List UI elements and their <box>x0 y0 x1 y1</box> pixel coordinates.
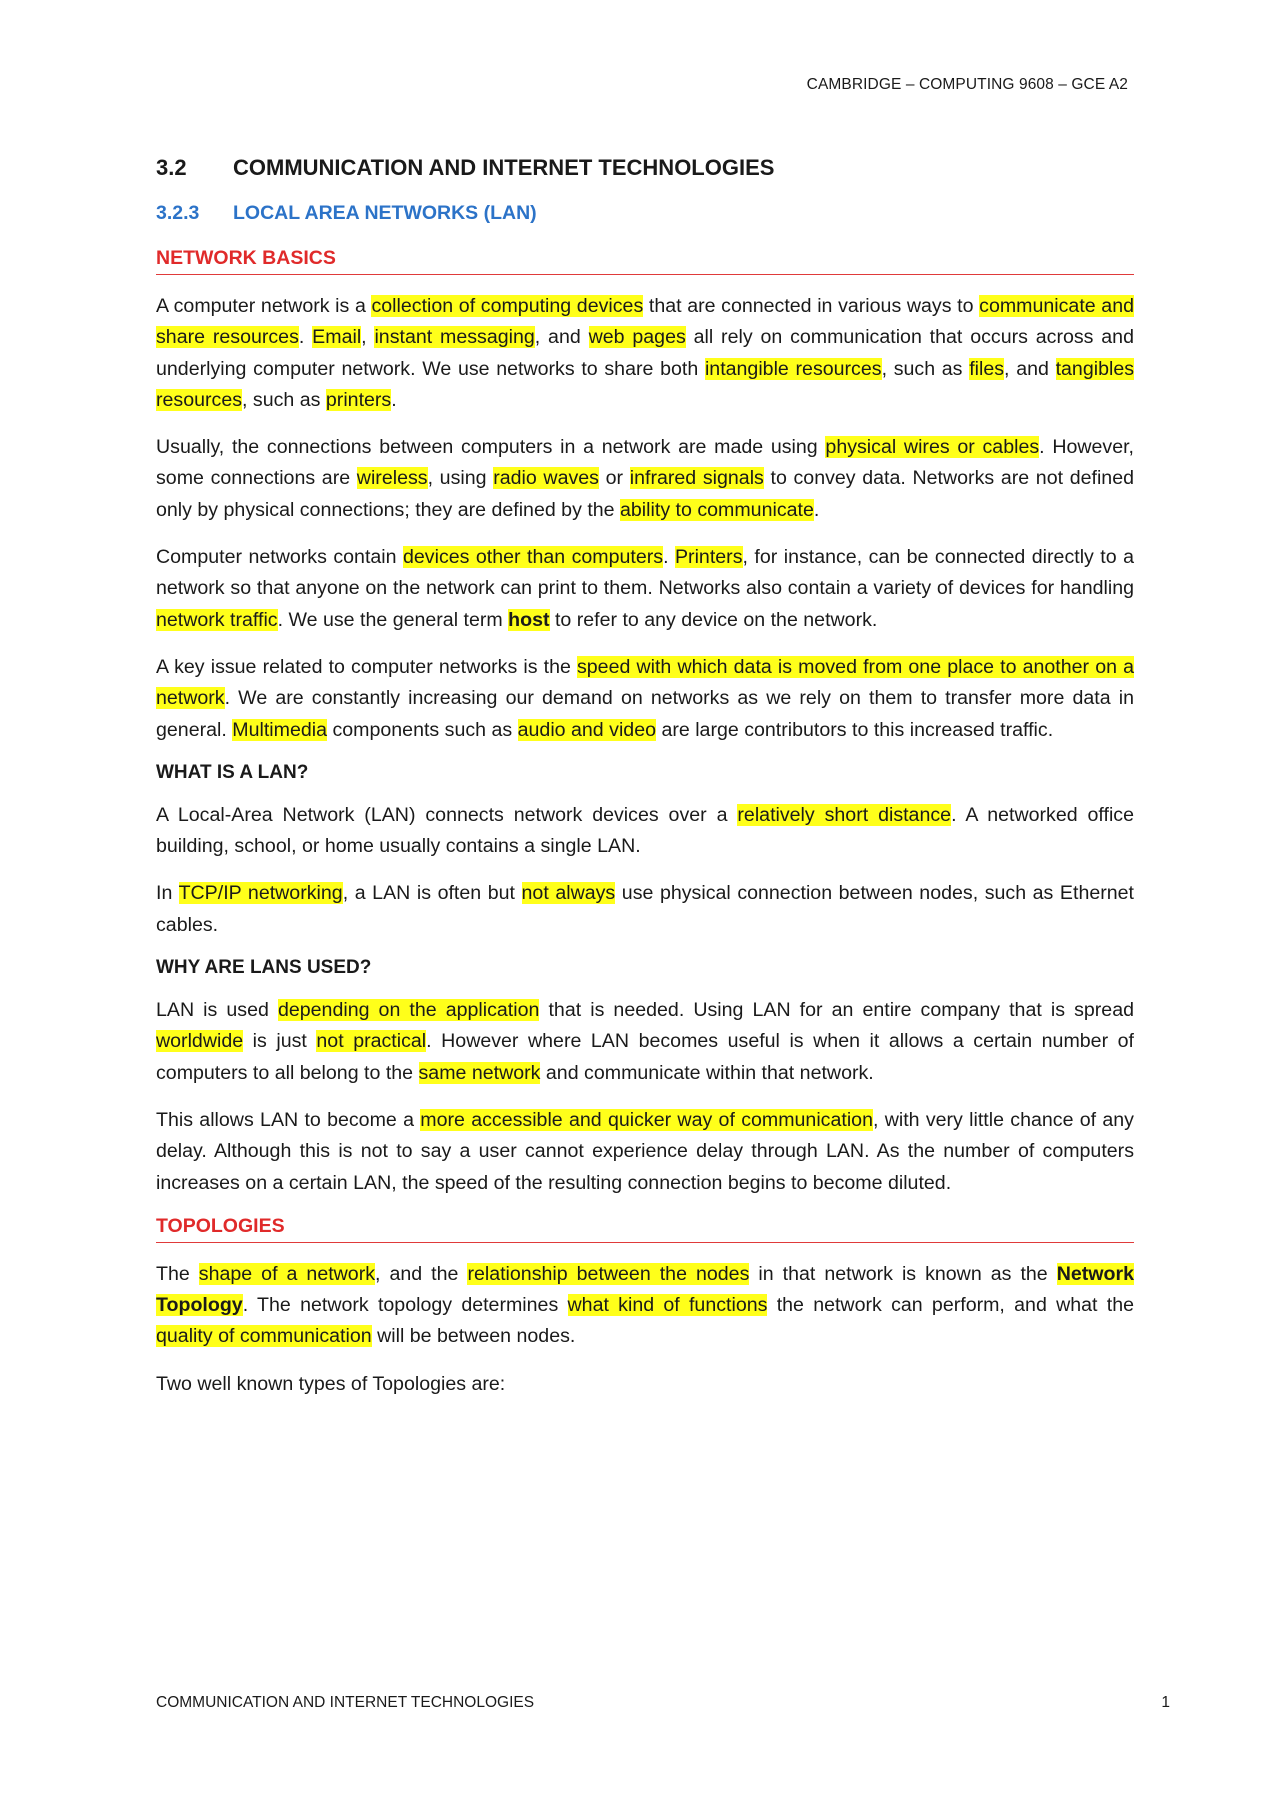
paragraph: A key issue related to computer networks is the speed with which data is moved from one place to another on a network. We are constantly increasing our demand on networks as we rely on them to transfer more data in general. Multimedia components such as audio and video are large contributors to this increased traffic. <box>156 655 1134 741</box>
highlighted-term: physical wires or cables <box>825 436 1040 459</box>
page-content <box>156 155 1134 1416</box>
highlighted-term: instant messaging <box>374 326 535 349</box>
highlighted-term: quality of communication <box>156 1325 372 1348</box>
highlighted-term: communicate and share resources <box>156 295 1134 349</box>
heading-what-is-lan: WHAT IS A LAN? <box>156 761 309 783</box>
bold-highlighted-term: Network Topology <box>156 1262 1134 1317</box>
section-heading <box>156 155 1134 181</box>
highlighted-term: speed with which data is moved from one place to another on a network <box>156 655 1134 710</box>
subsection-heading <box>156 202 1134 225</box>
subsection-title: LOCAL AREA NETWORKS (LAN) <box>233 202 537 224</box>
paragraph: The shape of a network, and the relationship between the nodes in that network is known as the Network Topology. The network topology determines what kind of functions the network can perform, and what the quality of communication will be between nodes. <box>156 1262 1134 1348</box>
paragraph: Computer networks contain devices other than computers. Printers, for instance, can be connected directly to a network so that anyone on the network can print to them. Networks also contain a variety of devices for handling network traffic. We use the general term host to refer to any device on the network. <box>156 546 1134 631</box>
highlighted-term: not always <box>521 882 616 905</box>
highlighted-term: relatively short distance <box>737 803 952 826</box>
footer-title: COMMUNICATION AND INTERNET TECHNOLOGIES <box>156 1694 535 1711</box>
heading-topologies: TOPOLOGIES <box>156 1215 1134 1243</box>
highlighted-term: TCP/IP networking <box>178 882 343 905</box>
highlighted-term: more accessible and quicker way of communication <box>420 1108 873 1131</box>
highlighted-term: printers <box>325 388 392 411</box>
highlighted-term: web pages <box>588 326 686 349</box>
highlighted-term: not practical <box>316 1030 427 1053</box>
paragraph: A Local-Area Network (LAN) connects network devices over a relatively short distance. A networked office building, school, or home usually contains a single LAN. <box>156 803 1135 858</box>
section-title: COMMUNICATION AND INTERNET TECHNOLOGIES <box>233 155 775 180</box>
highlighted-term: same network <box>418 1061 541 1084</box>
paragraph: Two well known types of Topologies are: <box>156 1372 506 1395</box>
highlighted-term: shape of a network <box>198 1262 376 1285</box>
highlighted-term: ability to communicate <box>620 498 814 521</box>
section-number: 3.2 <box>156 155 187 180</box>
highlighted-term: Email <box>312 326 362 349</box>
highlighted-term: worldwide <box>156 1030 244 1053</box>
running-header: CAMBRIDGE – COMPUTING 9608 – GCE A2 <box>806 76 1128 93</box>
highlighted-term: devices other than computers <box>403 546 664 569</box>
highlighted-term: intangible resources <box>704 357 882 380</box>
heading-network-basics: NETWORK BASICS <box>156 247 1134 275</box>
highlighted-term: wireless <box>356 467 428 490</box>
paragraph: A computer network is a collection of computing devices that are connected in various ways to communicate and share resources. Email, instant messaging, and web pages all rely on communication that occurs across and underlying computer network. We use networks to share both intangible resources, such as files, and tangibles resources, such as printers. <box>156 295 1135 411</box>
highlighted-term: audio and video <box>517 718 656 741</box>
paragraph: Usually, the connections between computers in a network are made using physical wires or cables. However, some connections are wireless, using radio waves or infrared signals to convey data. Networks are not defined only by physical connections; they are defined by the ability to communicate. <box>156 436 1134 521</box>
highlighted-term: radio waves <box>493 467 599 490</box>
highlighted-term: network traffic <box>156 608 278 631</box>
paragraph: This allows LAN to become a more accessible and quicker way of communication, with very little chance of any delay. Although this is not to say a user cannot experience delay through LAN. As the number of computers increases on a certain LAN, the speed of the resulting connection begins to become diluted. <box>156 1108 1134 1194</box>
highlighted-term: depending on the application <box>277 999 540 1022</box>
highlighted-term: infrared signals <box>629 467 764 490</box>
bold-highlighted-term: host <box>508 608 550 631</box>
paragraph: In TCP/IP networking, a LAN is often but not always use physical connection between nodes, such as Ethernet cables. <box>156 882 1134 936</box>
subsection-number: 3.2.3 <box>156 202 200 224</box>
paragraph: LAN is used depending on the application that is needed. Using LAN for an entire company that is spread worldwide is just not practical. However where LAN becomes useful is when it allows a certain number of computers to all belong to the same network and communicate within that network. <box>156 999 1134 1084</box>
highlighted-term: files <box>969 357 1005 380</box>
highlighted-term: Printers <box>674 546 743 569</box>
highlighted-term: relationship between the nodes <box>467 1262 750 1285</box>
highlighted-term: tangibles resources <box>156 357 1135 411</box>
highlighted-term: what kind of functions <box>567 1294 768 1317</box>
page-number: 1 <box>1161 1694 1170 1711</box>
highlighted-term: collection of computing devices <box>371 295 644 317</box>
heading-why-lans: WHY ARE LANS USED? <box>156 957 372 979</box>
highlighted-term: Multimedia <box>232 718 328 741</box>
